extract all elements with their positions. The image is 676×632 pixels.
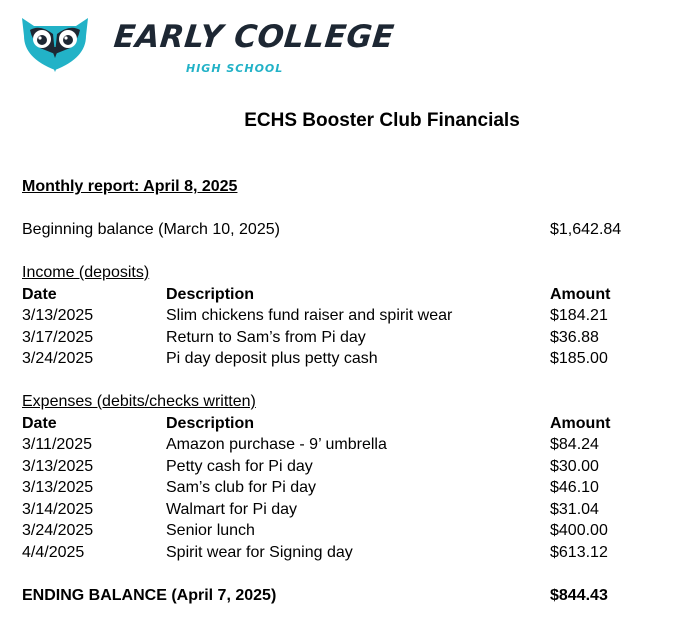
- income-header-description: Description: [166, 286, 255, 303]
- income-date: 3/13/2025: [22, 307, 94, 324]
- logo-title: EARLY COLLEGE: [112, 19, 397, 55]
- income-description: Slim chickens fund raiser and spirit wear: [166, 307, 453, 324]
- beginning-balance-amount: $1,642.84: [550, 221, 622, 238]
- owl-icon: [20, 14, 90, 74]
- expenses-header-amount: Amount: [550, 415, 611, 432]
- report-heading: Monthly report: April 8, 2025: [22, 178, 238, 195]
- income-heading: Income (deposits): [22, 264, 150, 281]
- ending-balance-amount: $844.43: [550, 587, 608, 604]
- expense-description: Sam’s club for Pi day: [166, 479, 316, 496]
- income-description: Pi day deposit plus petty cash: [166, 350, 378, 367]
- beginning-balance-label: Beginning balance (March 10, 2025): [22, 221, 280, 238]
- page-title: ECHS Booster Club Financials: [244, 110, 520, 131]
- expense-date: 3/11/2025: [22, 436, 92, 453]
- expense-amount: $31.04: [550, 501, 599, 518]
- expense-date: 3/14/2025: [22, 501, 94, 518]
- logo-subtitle: HIGH SCHOOL: [186, 62, 284, 75]
- expense-description: Amazon purchase - 9’ umbrella: [166, 436, 387, 453]
- expense-date: 3/24/2025: [22, 522, 94, 539]
- income-amount: $185.00: [550, 350, 608, 367]
- expense-date: 4/4/2025: [22, 544, 85, 561]
- expense-description: Walmart for Pi day: [166, 501, 297, 518]
- expense-date: 3/13/2025: [22, 479, 94, 496]
- expenses-heading: Expenses (debits/checks written): [22, 393, 256, 410]
- income-header-amount: Amount: [550, 286, 611, 303]
- expense-description: Petty cash for Pi day: [166, 458, 313, 475]
- expense-amount: $400.00: [550, 522, 608, 539]
- expenses-header-date: Date: [22, 415, 57, 432]
- expenses-header-description: Description: [166, 415, 255, 432]
- expense-description: Senior lunch: [166, 522, 255, 539]
- expense-amount: $613.12: [550, 544, 608, 561]
- income-amount: $36.88: [550, 329, 599, 346]
- income-description: Return to Sam’s from Pi day: [166, 329, 366, 346]
- expense-date: 3/13/2025: [22, 458, 94, 475]
- ending-balance-label: ENDING BALANCE (April 7, 2025): [22, 587, 277, 604]
- income-date: 3/24/2025: [22, 350, 94, 367]
- expense-amount: $30.00: [550, 458, 599, 475]
- expense-amount: $84.24: [550, 436, 599, 453]
- income-amount: $184.21: [550, 307, 608, 324]
- school-logo: [20, 14, 397, 76]
- income-date: 3/17/2025: [22, 329, 94, 346]
- expense-description: Spirit wear for Signing day: [166, 544, 353, 561]
- income-header-date: Date: [22, 286, 57, 303]
- expense-amount: $46.10: [550, 479, 599, 496]
